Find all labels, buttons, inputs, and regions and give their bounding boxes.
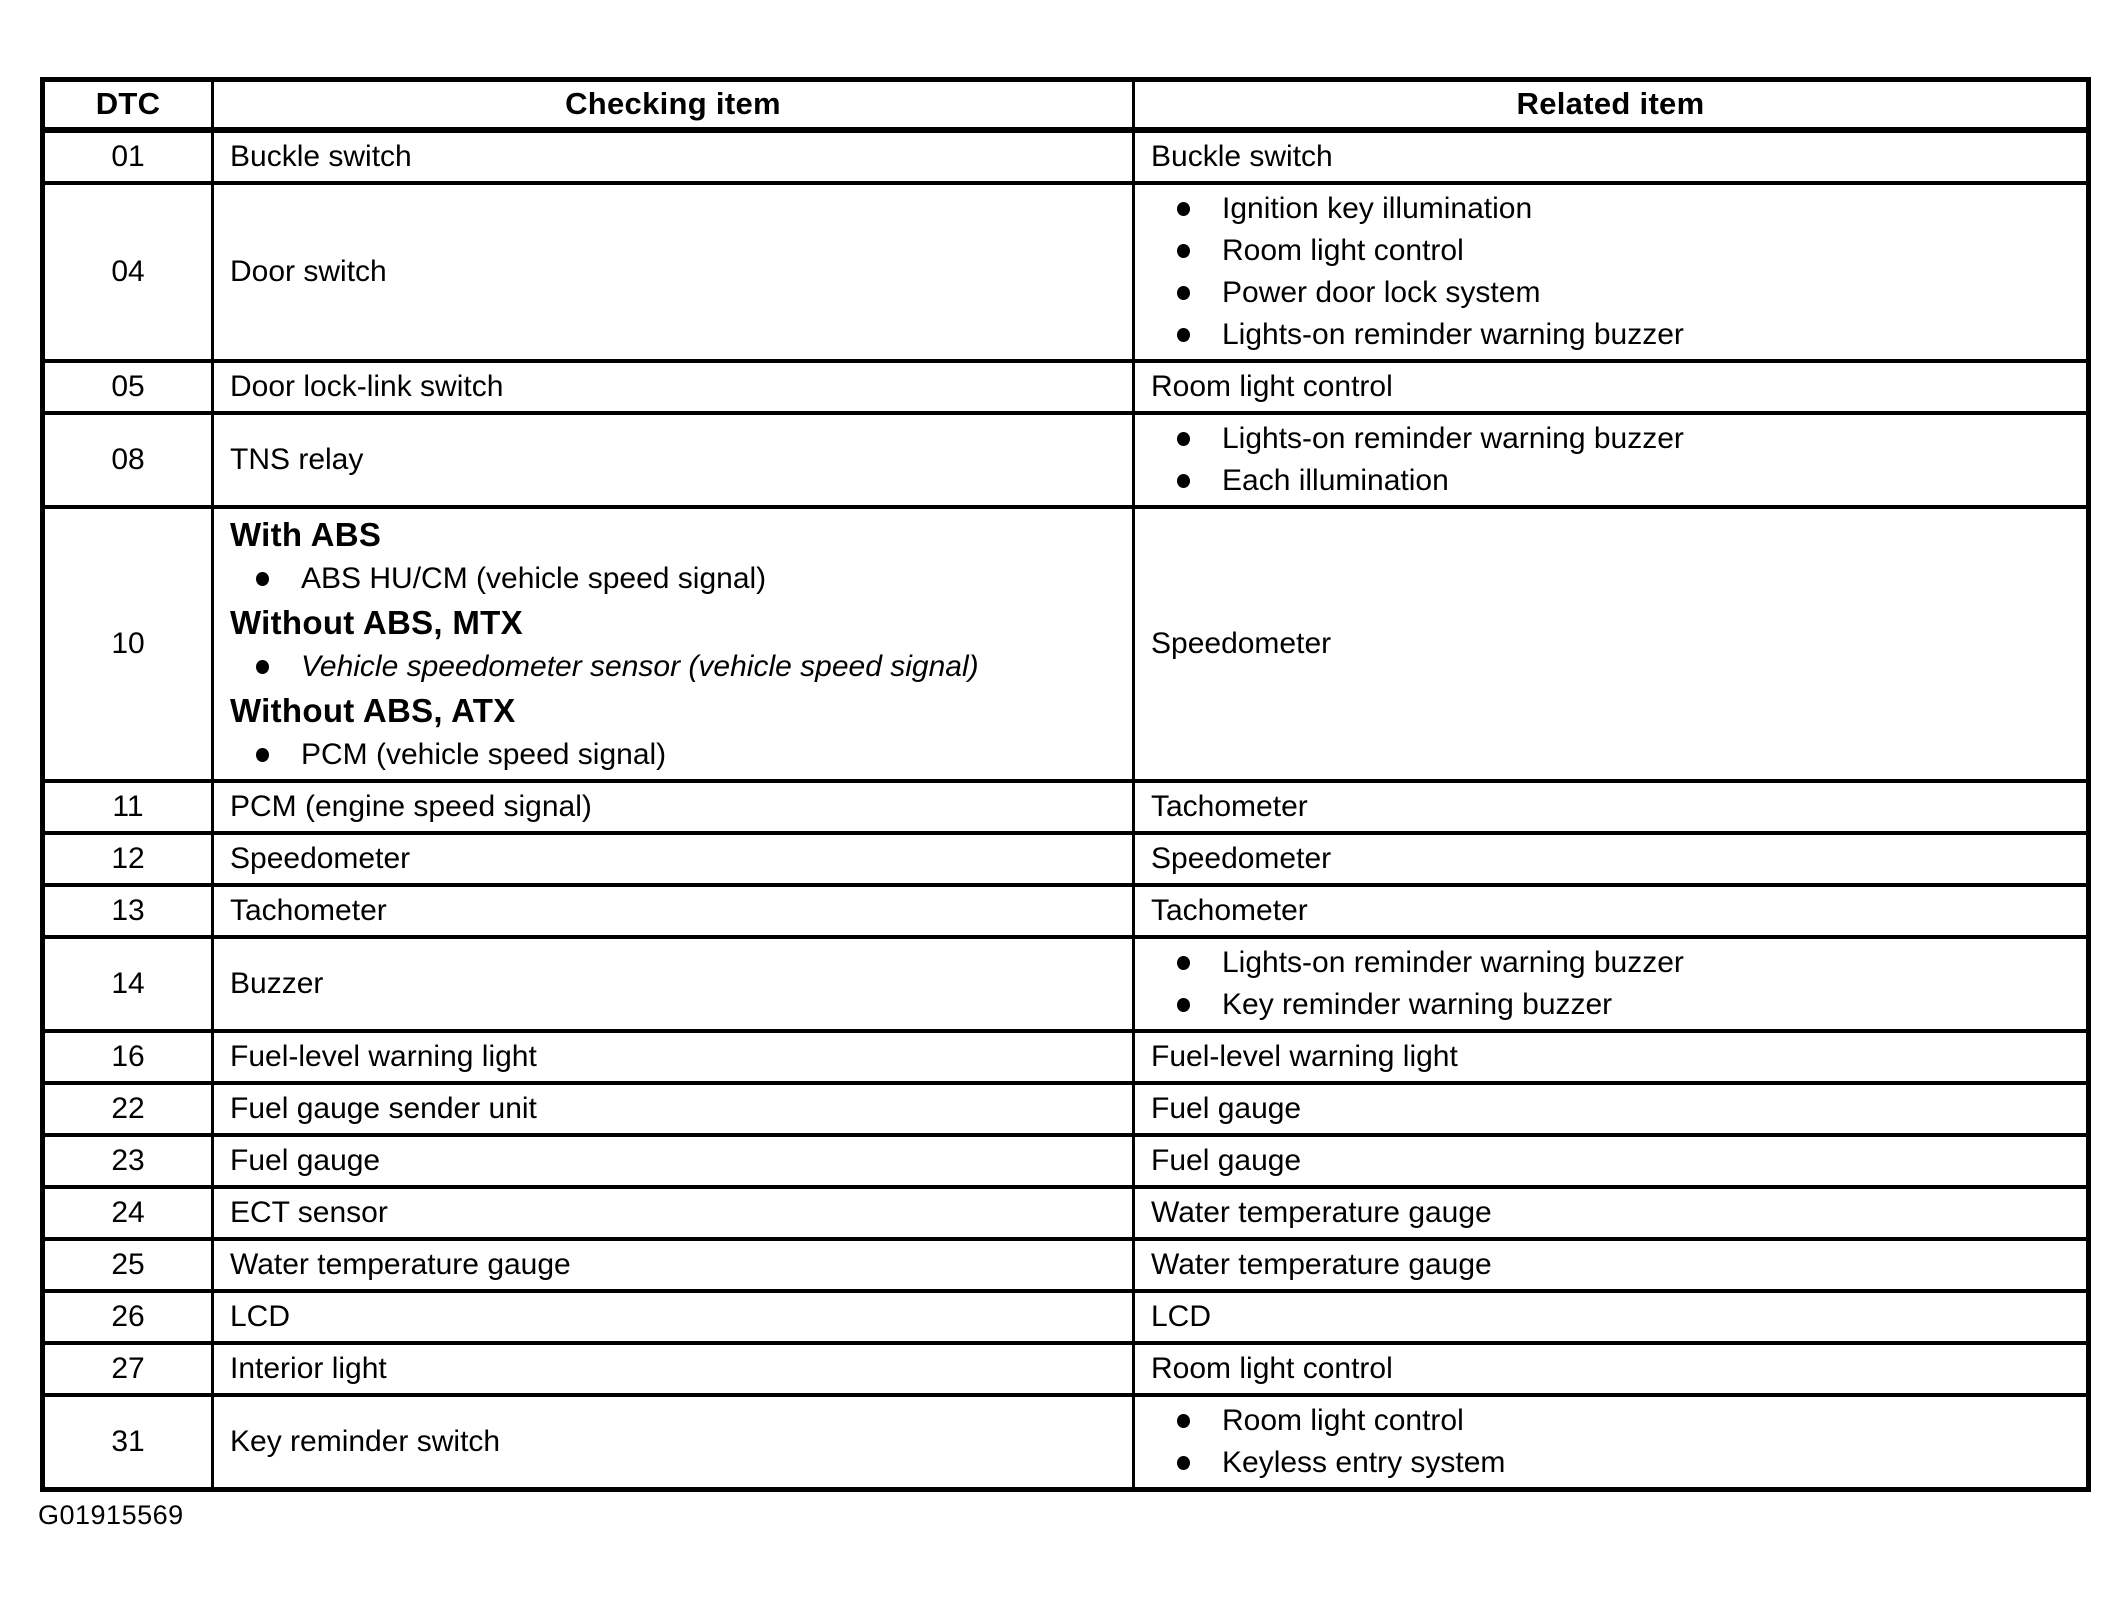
bullet-icon: [1177, 432, 1190, 446]
dtc-cell: 05: [43, 361, 213, 413]
bullet-item: [214, 558, 1132, 600]
header-related-item: Related item: [1134, 80, 2089, 130]
bullet-item-text: Power door lock system: [1222, 275, 1541, 309]
checking-item-cell: [213, 130, 1134, 183]
bullet-icon: [1177, 1414, 1190, 1428]
bullet-item: [1135, 272, 2086, 314]
checking-item-cell: [213, 937, 1134, 1031]
table-row: [43, 1395, 2089, 1490]
checking-item-cell: [213, 413, 1134, 507]
cell-subheading: Without ABS, MTX: [230, 603, 523, 641]
checking-item-cell: [213, 1031, 1134, 1083]
checking-item-cell: [213, 1187, 1134, 1239]
cell-subheading: Without ABS, ATX: [230, 691, 516, 729]
cell-text: Buckle switch: [1151, 139, 1333, 173]
related-item-cell: [1134, 1083, 2089, 1135]
bullet-item: [1135, 460, 2086, 502]
cell-text: Buckle switch: [230, 139, 412, 173]
bullet-item: [1135, 230, 2086, 272]
header-checking-item: Checking item: [213, 80, 1134, 130]
checking-item-cell: [213, 781, 1134, 833]
bullet-item-text: Keyless entry system: [1222, 1445, 1506, 1479]
dtc-cell: 10: [43, 507, 213, 781]
bullet-icon: [256, 572, 269, 586]
cell-text: Speedometer: [1151, 841, 1332, 875]
related-item-cell: [1134, 130, 2089, 183]
bullet-icon: [1177, 474, 1190, 488]
dtc-cell: 26: [43, 1291, 213, 1343]
table-row: [43, 1343, 2089, 1395]
bullet-item: [1135, 942, 2086, 984]
cell-text: TNS relay: [230, 442, 364, 476]
bullet-item-text: Each illumination: [1222, 463, 1449, 497]
cell-text: Door switch: [230, 254, 387, 288]
table-row: [43, 1031, 2089, 1083]
checking-item-cell: [213, 833, 1134, 885]
bullet-icon: [1177, 244, 1190, 258]
table-row: [43, 885, 2089, 937]
related-item-cell: [1134, 1031, 2089, 1083]
checking-item-cell: [213, 361, 1134, 413]
bullet-icon: [1177, 998, 1190, 1012]
related-item-cell: [1134, 507, 2089, 781]
cell-subheading: With ABS: [230, 515, 382, 553]
dtc-cell: 12: [43, 833, 213, 885]
dtc-cell: 23: [43, 1135, 213, 1187]
bullet-item-text: ABS HU/CM (vehicle speed signal): [301, 561, 767, 595]
cell-text: Fuel-level warning light: [1151, 1039, 1458, 1073]
bullet-item: [1135, 314, 2086, 356]
related-item-cell: [1134, 361, 2089, 413]
related-item-cell: [1134, 183, 2089, 361]
related-item-cell: [1134, 1291, 2089, 1343]
cell-text: Water temperature gauge: [1151, 1195, 1492, 1229]
checking-item-cell: [213, 183, 1134, 361]
bullet-item-text: Room light control: [1222, 233, 1464, 267]
bullet-item: [1135, 1442, 2086, 1484]
cell-text: Room light control: [1151, 369, 1393, 403]
dtc-cell: 31: [43, 1395, 213, 1490]
cell-text: Key reminder switch: [230, 1424, 501, 1458]
cell-text: Water temperature gauge: [1151, 1247, 1492, 1281]
cell-text: LCD: [1151, 1299, 1212, 1333]
cell-text: Room light control: [1151, 1351, 1393, 1385]
table-row: [43, 1187, 2089, 1239]
cell-text: Tachometer: [1151, 893, 1308, 927]
dtc-cell: 22: [43, 1083, 213, 1135]
related-item-cell: [1134, 1395, 2089, 1490]
related-item-cell: [1134, 833, 2089, 885]
bullet-item-text: Lights-on reminder warning buzzer: [1222, 421, 1684, 455]
dtc-cell: 11: [43, 781, 213, 833]
bullet-item: [1135, 418, 2086, 460]
dtc-cell: 08: [43, 413, 213, 507]
cell-text: Door lock-link switch: [230, 369, 504, 403]
bullet-item-text: PCM (vehicle speed signal): [301, 737, 667, 771]
bullet-item-text: Lights-on reminder warning buzzer: [1222, 945, 1684, 979]
header-dtc: DTC: [43, 80, 213, 130]
cell-text: Fuel gauge: [1151, 1143, 1302, 1177]
cell-text: Speedometer: [230, 841, 411, 875]
bullet-icon: [1177, 286, 1190, 300]
cell-text: Interior light: [230, 1351, 387, 1385]
bullet-item-text: Key reminder warning buzzer: [1222, 987, 1613, 1021]
cell-text: Tachometer: [1151, 789, 1308, 823]
checking-item-cell: [213, 1395, 1134, 1490]
cell-text: ECT sensor: [230, 1195, 388, 1229]
bullet-icon: [1177, 1456, 1190, 1470]
related-item-cell: [1134, 781, 2089, 833]
bullet-item: [214, 734, 1132, 776]
figure-code: G01915569: [38, 1500, 184, 1530]
related-item-cell: [1134, 413, 2089, 507]
bullet-item: [1135, 984, 2086, 1026]
bullet-item-text: Lights-on reminder warning buzzer: [1222, 317, 1684, 351]
cell-text: Water temperature gauge: [230, 1247, 571, 1281]
cell-text: Fuel gauge sender unit: [230, 1091, 537, 1125]
bullet-icon: [1177, 956, 1190, 970]
dtc-cell: 14: [43, 937, 213, 1031]
table-row: [43, 507, 2089, 781]
related-item-cell: [1134, 1343, 2089, 1395]
related-item-cell: [1134, 1239, 2089, 1291]
cell-text: Fuel-level warning light: [230, 1039, 537, 1073]
dtc-cell: 27: [43, 1343, 213, 1395]
cell-text: Tachometer: [230, 893, 387, 927]
cell-text: Speedometer: [1151, 626, 1332, 660]
related-item-cell: [1134, 937, 2089, 1031]
cell-text: Fuel gauge: [1151, 1091, 1302, 1125]
related-item-cell: [1134, 1135, 2089, 1187]
table-row: [43, 183, 2089, 361]
bullet-icon: [256, 748, 269, 762]
table-row: [43, 1135, 2089, 1187]
table-row: [43, 937, 2089, 1031]
checking-item-cell: [213, 1343, 1134, 1395]
dtc-cell: 25: [43, 1239, 213, 1291]
table-row: [43, 833, 2089, 885]
checking-item-cell: [213, 1083, 1134, 1135]
table-row: [43, 130, 2089, 183]
bullet-item-text: Ignition key illumination: [1222, 191, 1533, 225]
table-row: [43, 1291, 2089, 1343]
table-row: [43, 1083, 2089, 1135]
table-row: [43, 781, 2089, 833]
bullet-icon: [1177, 328, 1190, 342]
bullet-icon: [1177, 202, 1190, 216]
checking-item-cell: [213, 507, 1134, 781]
cell-text: LCD: [230, 1299, 291, 1333]
table-row: [43, 361, 2089, 413]
bullet-item: [214, 646, 1132, 688]
table-body: [43, 130, 2089, 1490]
related-item-cell: [1134, 1187, 2089, 1239]
checking-item-cell: [213, 1239, 1134, 1291]
bullet-icon: [256, 660, 269, 674]
dtc-table: [40, 77, 2091, 1492]
bullet-item-text: Room light control: [1222, 1403, 1464, 1437]
dtc-cell: 24: [43, 1187, 213, 1239]
table-row: [43, 413, 2089, 507]
dtc-cell: 16: [43, 1031, 213, 1083]
header-row: [43, 80, 2089, 130]
table-row: [43, 1239, 2089, 1291]
cell-text: Buzzer: [230, 966, 324, 1000]
dtc-cell: 13: [43, 885, 213, 937]
cell-text: Fuel gauge: [230, 1143, 381, 1177]
checking-item-cell: [213, 1291, 1134, 1343]
checking-item-cell: [213, 885, 1134, 937]
dtc-cell: 04: [43, 183, 213, 361]
bullet-item-text: Vehicle speedometer sensor (vehicle speed signal): [301, 649, 979, 683]
bullet-item: [1135, 188, 2086, 230]
bullet-item: [1135, 1400, 2086, 1442]
cell-text: PCM (engine speed signal): [230, 789, 592, 823]
related-item-cell: [1134, 885, 2089, 937]
checking-item-cell: [213, 1135, 1134, 1187]
dtc-cell: 01: [43, 130, 213, 183]
